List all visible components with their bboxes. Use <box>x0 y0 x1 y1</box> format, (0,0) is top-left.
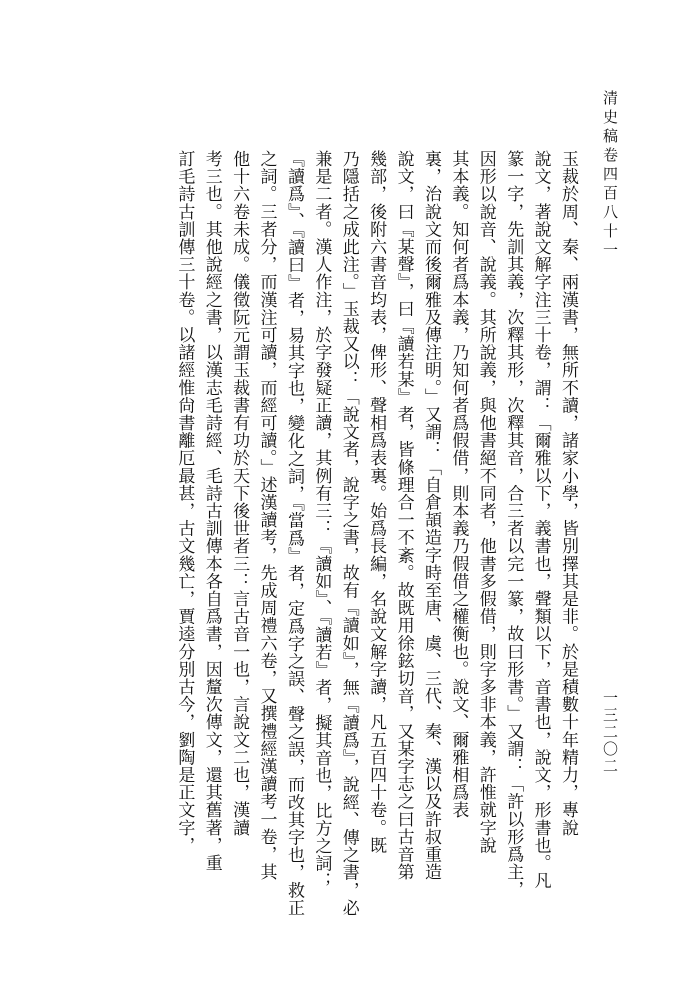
text-column: 之詞。三者分，而漢注可讀，而經可讀。」述漢讀考，先成周禮六卷，又撰禮經漢讀考一卷，其 <box>256 150 277 881</box>
text-column: 篆一字，先訓其義，次釋其形，次釋其音，合三者以完一篆，故曰形書。」又謂：「許以形爲主， <box>503 150 524 899</box>
text-column: 說文，著說文解字注三十卷，謂：「爾雅以下，義書也，聲類以下，音書也，說文，形書也。凡 <box>530 150 551 890</box>
text-column: 他十六卷未成。儀徵阮元謂玉裁書有功於天下後世者三：言古音一也，言說文二也，漢讀 <box>229 150 250 837</box>
text-column: 裏，治說文而後爾雅及傳注明。」又謂：「自倉頡造字時至唐、虞、三代、秦、漢以及許叔重造 <box>420 150 441 881</box>
page-number: 一三二〇二 <box>601 690 619 775</box>
text-column: 玉裁於周、秦、兩漢書，無所不讀，諸家小學，皆別擇其是非。於是積數十年精力，專說 <box>558 150 578 837</box>
running-header: 清史稿卷四百八十一 <box>601 90 619 261</box>
text-column: 考三也。其他說經之書，以漢志毛詩經、毛詩古訓傳本各自爲書，因釐次傳文，還其舊著，重 <box>201 150 222 872</box>
text-column: 『讀爲』、『讀曰』者，易其字也，變化之詞，『當爲』者，定爲字之誤、聲之誤，而改其字也，救正 <box>283 150 304 917</box>
body-text <box>61 150 581 950</box>
text-column: 說文，曰『某聲』，曰『讀若某』者，皆條理合一不紊。故既用徐鉉切音，又某字志之曰古音第 <box>393 150 414 881</box>
text-column: 其本義。知何者爲本義，乃知何者爲假借，則本義乃假借之權衡也。說文、爾雅相爲表 <box>448 150 469 819</box>
text-column: 乃隱括之成此注。」玉裁又以：「說文者，說字之書，故有『讀如』，無『讀爲』，說經、傳之書，必 <box>338 150 359 917</box>
text-column: 因形以說音、說義。其所說義，與他書絕不同者，他書多假借，則字多非本義，許惟就字說 <box>475 150 496 854</box>
text-column: 訂毛詩古訓傳三十卷。以諸經惟尙書離厄最甚，古文幾亡，賈逵分別古今，劉陶是正文字， <box>174 150 195 854</box>
text-column: 幾部，後附六書音均表，俾形、聲相爲表裏。始爲長編，名說文解字讀，凡五百四十卷。既 <box>366 150 387 854</box>
text-column: 兼是二者。漢人作注，於字發疑正讀，其例有三：『讀如』、『讀若』者，擬其音也，比方之詞； <box>311 150 332 890</box>
